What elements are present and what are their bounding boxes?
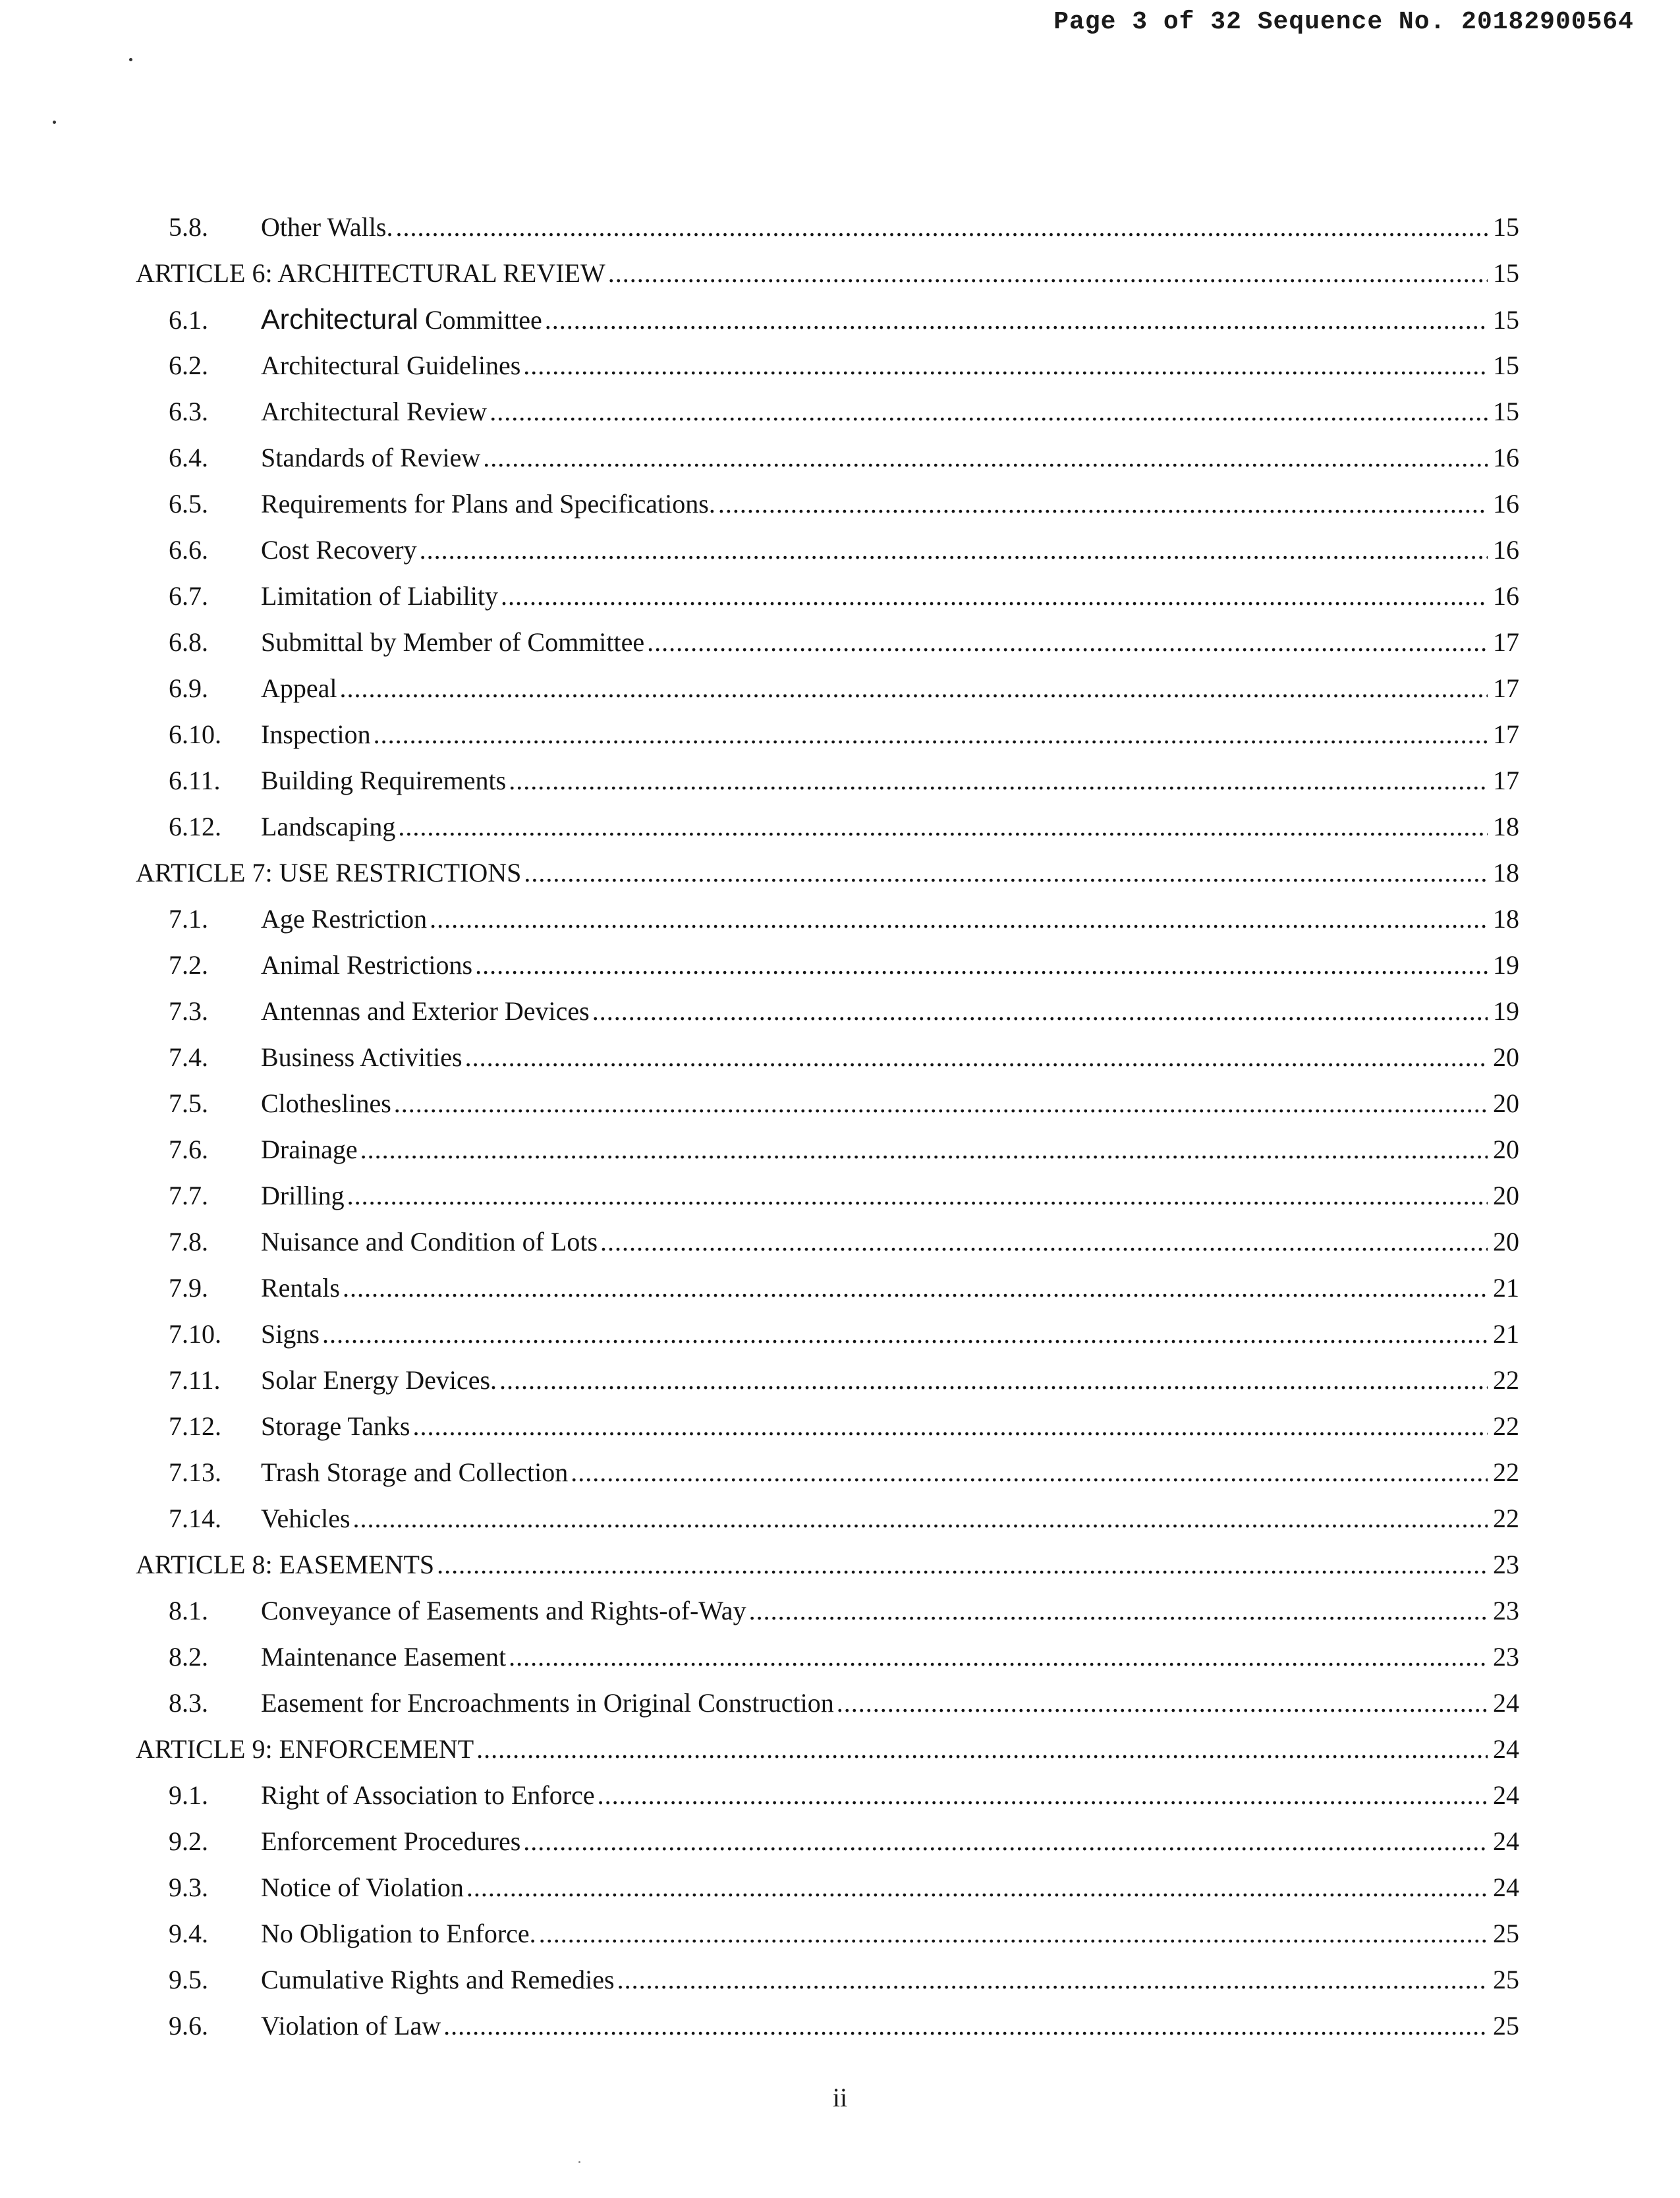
toc-section-row [136,942,1519,988]
toc-entry-title: Trash Storage and Collection [261,1457,569,1487]
toc-section-row [136,343,1519,389]
toc-section-row [136,1311,1519,1357]
dot-leader [340,665,1488,712]
toc-entry-number: 6.5. [169,489,208,519]
toc-section-row [136,204,1519,250]
toc-section-row [136,1588,1519,1634]
toc-entry-title: No Obligation to Enforce. [261,1919,536,1948]
toc-section-row [136,988,1519,1034]
toc-section-row [136,527,1519,573]
toc-article-row [136,850,1519,896]
toc-page-number: 23 [1493,1642,1519,1672]
toc-section-row [136,1634,1519,1680]
dot-leader [499,1357,1488,1403]
toc-section-row [136,1680,1519,1726]
dot-leader [343,1265,1488,1311]
table-of-contents [136,204,1519,2049]
toc-section-row [136,758,1519,804]
toc-entry-title-rest: Committee [418,305,542,335]
dot-leader [360,1127,1488,1173]
toc-entry-number: 7.7. [169,1181,208,1210]
toc-page-number: 15 [1493,305,1519,335]
toc-entry-number: 7.9. [169,1273,208,1303]
toc-entry-number: 7.8. [169,1227,208,1256]
toc-entry-title [261,296,542,343]
toc-section-row [136,1173,1519,1219]
dot-leader [598,1772,1488,1818]
toc-page-number: 19 [1493,950,1519,980]
toc-entry-number: 6.8. [169,627,208,657]
toc-entry-title: Age Restriction [261,904,428,934]
toc-section-row [136,1403,1519,1450]
toc-page-number: 24 [1493,1780,1519,1810]
dot-leader [476,1726,1488,1772]
toc-entry-number: 6.4. [169,443,208,472]
toc-page-number: 19 [1493,996,1519,1026]
toc-entry-title: Easement for Encroachments in Original Construction [261,1688,834,1718]
toc-entry-title: Standards of Review [261,443,481,472]
toc-entry-title: Storage Tanks [261,1411,410,1441]
dot-leader [394,1081,1488,1127]
toc-entry-title: Architectural Review [261,397,488,426]
toc-entry-title: Rentals [261,1273,340,1303]
toc-page-number: 24 [1493,1688,1519,1718]
dot-leader [374,712,1488,758]
dot-leader [437,1542,1488,1588]
toc-section-row [136,1957,1519,2003]
toc-page-number: 15 [1493,351,1519,380]
dot-leader [523,1818,1488,1865]
toc-page-number: 15 [1493,212,1519,242]
dot-leader [571,1450,1488,1496]
dot-leader [475,942,1488,988]
toc-entry-number: 7.6. [169,1135,208,1164]
toc-page-number: 23 [1493,1596,1519,1625]
toc-entry-number: 7.2. [169,950,208,980]
dot-leader [718,481,1488,527]
toc-entry-number: 6.1. [169,305,208,335]
toc-entry-number: 6.6. [169,535,208,565]
toc-page-number: 16 [1493,443,1519,472]
toc-section-row [136,1219,1519,1265]
toc-page-number: 17 [1493,627,1519,657]
toc-section-row [136,1357,1519,1403]
toc-entry-number: 7.12. [169,1411,221,1441]
dot-leader [545,297,1488,343]
toc-section-row [136,804,1519,850]
toc-page-number: 20 [1493,1227,1519,1256]
toc-page-number: 20 [1493,1181,1519,1210]
toc-section-row [136,435,1519,481]
dot-leader [749,1588,1488,1634]
toc-page-number: 16 [1493,581,1519,611]
toc-entry-number: 7.3. [169,996,208,1026]
toc-entry-title: Other Walls. [261,212,393,242]
toc-entry-title: Drainage [261,1135,358,1164]
toc-page-number: 18 [1493,812,1519,841]
dot-leader [443,2003,1488,2049]
scan-speck [129,58,132,61]
toc-entry-number: 7.13. [169,1457,221,1487]
toc-entry-title: Conveyance of Easements and Rights-of-Way [261,1596,746,1625]
toc-entry-title: Antennas and Exterior Devices [261,996,590,1026]
scan-speck [53,121,56,124]
toc-section-row [136,665,1519,712]
dot-leader [837,1680,1488,1726]
toc-entry-title: ARTICLE 8: EASEMENTS [136,1550,435,1579]
dot-leader [412,1403,1488,1450]
toc-page-number: 25 [1493,1919,1519,1948]
dot-leader [608,250,1488,296]
toc-section-row [136,1772,1519,1818]
toc-page-number: 18 [1493,904,1519,934]
toc-entry-title: Right of Association to Enforce [261,1780,595,1810]
toc-entry-number: 9.6. [169,2011,208,2041]
dot-leader [501,573,1488,619]
toc-entry-title: Limitation of Liability [261,581,498,611]
toc-page-number: 15 [1493,397,1519,426]
toc-entry-number: 7.14. [169,1504,221,1533]
dot-leader [523,343,1488,389]
toc-page-number: 23 [1493,1550,1519,1579]
toc-page-number: 21 [1493,1319,1519,1349]
toc-entry-title: Enforcement Procedures [261,1826,521,1856]
toc-entry-title: Animal Restrictions [261,950,473,980]
dot-leader [524,850,1488,896]
toc-article-row [136,250,1519,296]
toc-page-number: 22 [1493,1457,1519,1487]
toc-page-number: 17 [1493,719,1519,749]
toc-section-row [136,1911,1519,1957]
dot-leader [347,1173,1488,1219]
toc-entry-title: Appeal [261,673,337,703]
toc-section-row [136,1818,1519,1865]
toc-page-number: 17 [1493,766,1519,795]
toc-entry-title: Landscaping [261,812,396,841]
toc-page-number: 21 [1493,1273,1519,1303]
toc-entry-title: Architectural Guidelines [261,351,521,380]
toc-section-row [136,1127,1519,1173]
toc-entry-number: 7.4. [169,1042,208,1072]
toc-entry-title: Cost Recovery [261,535,417,565]
toc-entry-number: 7.1. [169,904,208,934]
toc-section-row [136,1865,1519,1911]
dot-leader [647,619,1488,665]
toc-entry-number: 6.7. [169,581,208,611]
toc-entry-title: Violation of Law [261,2011,441,2041]
dot-leader [539,1911,1488,1957]
toc-page-number: 24 [1493,1734,1519,1764]
dot-leader [420,527,1488,573]
toc-section-row [136,1450,1519,1496]
dot-leader [483,435,1488,481]
toc-section-row [136,619,1519,665]
toc-section-row [136,1496,1519,1542]
dot-leader [490,389,1488,435]
toc-section-row [136,1265,1519,1311]
toc-section-row [136,896,1519,942]
dot-leader [465,1034,1488,1081]
toc-entry-number: 5.8. [169,212,208,242]
dot-leader [430,896,1488,942]
dot-leader [617,1957,1488,2003]
dot-leader [398,804,1488,850]
toc-page-number: 24 [1493,1873,1519,1902]
toc-entry-title: Requirements for Plans and Specifications. [261,489,715,519]
toc-entry-title: Nuisance and Condition of Lots [261,1227,598,1256]
toc-page-number: 15 [1493,258,1519,288]
toc-page-number: 25 [1493,2011,1519,2041]
toc-page-number: 17 [1493,673,1519,703]
toc-entry-number: 9.4. [169,1919,208,1948]
toc-section-row [136,481,1519,527]
toc-page-number: 18 [1493,858,1519,888]
toc-entry-title: ARTICLE 7: USE RESTRICTIONS [136,858,522,888]
toc-section-row [136,712,1519,758]
sequence-stamp: Page 3 of 32 Sequence No. 20182900564 [1053,8,1634,36]
toc-entry-number: 6.2. [169,351,208,380]
toc-entry-title: Solar Energy Devices. [261,1365,497,1395]
toc-entry-title: Building Requirements [261,766,507,795]
toc-entry-title: Clotheslines [261,1088,391,1118]
toc-page-number: 16 [1493,489,1519,519]
toc-entry-title: Cumulative Rights and Remedies [261,1965,615,1994]
toc-section-row [136,296,1519,343]
dot-leader [466,1865,1488,1911]
toc-entry-title: Inspection [261,719,371,749]
toc-entry-number: 9.2. [169,1826,208,1856]
toc-entry-number: 6.12. [169,812,221,841]
toc-entry-number: 9.3. [169,1873,208,1902]
toc-entry-title: Business Activities [261,1042,462,1072]
dot-leader [600,1219,1488,1265]
toc-page-number: 20 [1493,1042,1519,1072]
toc-entry-title: ARTICLE 6: ARCHITECTURAL REVIEW [136,258,605,288]
toc-entry-number: 8.1. [169,1596,208,1625]
scan-speck [578,2161,580,2163]
toc-entry-number: 6.9. [169,673,208,703]
toc-entry-number: 9.1. [169,1780,208,1810]
toc-page-number: 16 [1493,535,1519,565]
toc-entry-number: 6.10. [169,719,221,749]
dot-leader [509,1634,1488,1680]
toc-entry-title: Submittal by Member of Committee [261,627,645,657]
toc-entry-title: Drilling [261,1181,345,1210]
toc-entry-number: 7.5. [169,1088,208,1118]
toc-page-number: 20 [1493,1135,1519,1164]
toc-entry-number: 8.3. [169,1688,208,1718]
toc-page-number: 22 [1493,1504,1519,1533]
toc-entry-title-emphasis: Architectural [261,304,418,335]
toc-entry-number: 9.5. [169,1965,208,1994]
toc-article-row [136,1542,1519,1588]
toc-section-row [136,1081,1519,1127]
dot-leader [509,758,1488,804]
dot-leader [395,204,1488,250]
toc-entry-title: Notice of Violation [261,1873,464,1902]
toc-section-row [136,389,1519,435]
toc-page-number: 24 [1493,1826,1519,1856]
toc-entry-title: Signs [261,1319,320,1349]
toc-page-number: 22 [1493,1411,1519,1441]
toc-section-row [136,2003,1519,2049]
toc-article-row [136,1726,1519,1772]
toc-entry-title: Vehicles [261,1504,350,1533]
dot-leader [353,1496,1488,1542]
toc-entry-number: 7.11. [169,1365,221,1395]
toc-entry-number: 6.3. [169,397,208,426]
toc-entry-title: ARTICLE 9: ENFORCEMENT [136,1734,474,1764]
toc-entry-number: 6.11. [169,766,221,795]
toc-section-row [136,1034,1519,1081]
toc-entry-number: 8.2. [169,1642,208,1672]
toc-page-number: 25 [1493,1965,1519,1994]
dot-leader [322,1311,1488,1357]
page-number: ii [832,2083,848,2112]
toc-page-number: 22 [1493,1365,1519,1395]
toc-page-number: 20 [1493,1088,1519,1118]
toc-section-row [136,573,1519,619]
toc-entry-number: 7.10. [169,1319,221,1349]
toc-entry-title: Maintenance Easement [261,1642,507,1672]
dot-leader [592,988,1488,1034]
